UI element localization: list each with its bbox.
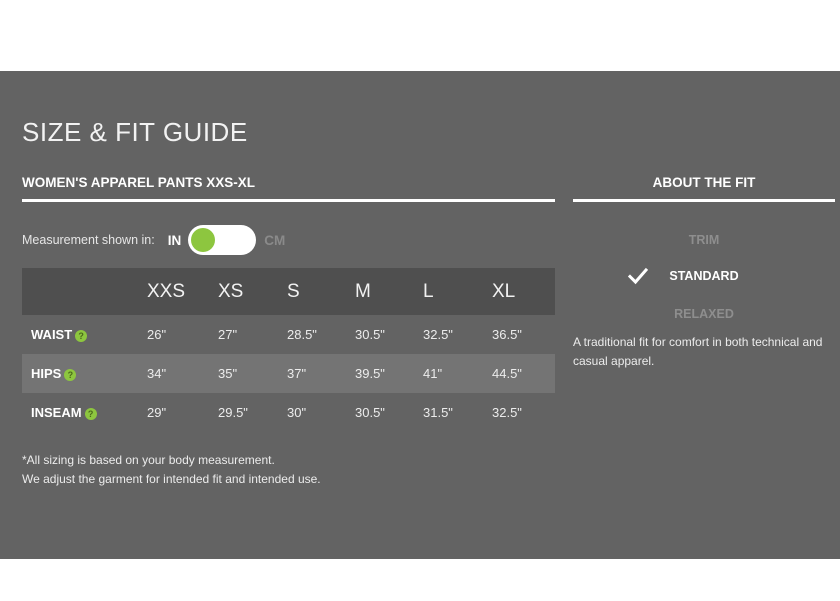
measurement-switcher xyxy=(22,225,285,255)
about-fit-underline xyxy=(573,199,835,202)
table-cell: 29.5" xyxy=(218,405,248,420)
table-row-inseam xyxy=(22,393,555,432)
size-fit-panel xyxy=(0,71,840,559)
chart-title: WOMEN'S APPAREL PANTS XXS-XL xyxy=(22,175,255,190)
size-table xyxy=(22,268,555,432)
table-cell: 30" xyxy=(287,405,307,420)
measurement-label: Measurement shown in: xyxy=(22,233,155,247)
table-cell: 35" xyxy=(218,354,287,393)
row-header-inseam xyxy=(22,393,147,432)
size-header-row xyxy=(22,268,555,315)
fit-option-standard[interactable]: STANDARD xyxy=(669,269,739,283)
table-cell: 44.5" xyxy=(492,354,555,393)
toggle-knob xyxy=(191,228,215,252)
table-cell: 29" xyxy=(147,405,167,420)
fit-option-trim[interactable]: TRIM xyxy=(688,233,720,247)
table-cell: 37" xyxy=(287,354,355,393)
table-cell: 26" xyxy=(147,327,167,342)
table-cell: 32.5" xyxy=(492,405,522,420)
row-header-waist xyxy=(22,315,147,354)
table-row-hips xyxy=(22,354,555,393)
row-label: HIPS xyxy=(31,366,62,381)
table-cell: 39.5" xyxy=(355,354,423,393)
fit-description: A traditional fit for comfort in both technical and casual apparel. xyxy=(573,335,823,368)
table-cell: 30.5" xyxy=(355,405,385,420)
corner-cell xyxy=(22,268,147,315)
help-icon[interactable]: ? xyxy=(85,408,97,420)
help-icon[interactable]: ? xyxy=(64,369,76,381)
footnote-line-2: We adjust the garment for intended fit and intended use. xyxy=(22,472,321,486)
table-cell: 32.5" xyxy=(423,327,453,342)
unit-toggle-switch[interactable] xyxy=(188,225,256,255)
size-column-header: XS xyxy=(218,268,287,315)
help-icon[interactable]: ? xyxy=(75,330,87,342)
size-column-header: L xyxy=(423,268,492,315)
size-column-header: M xyxy=(355,268,423,315)
unit-in-option[interactable]: IN xyxy=(167,232,182,248)
sizing-footnote xyxy=(22,451,321,489)
table-cell: 41" xyxy=(423,354,492,393)
size-column-header: XXS xyxy=(147,268,218,315)
unit-cm-option[interactable]: CM xyxy=(264,232,286,248)
size-column-header: XL xyxy=(492,268,555,315)
page-title: SIZE & FIT GUIDE xyxy=(22,117,248,147)
table-row-waist xyxy=(22,315,555,354)
table-cell: 30.5" xyxy=(355,327,385,342)
table-cell: 27" xyxy=(218,327,238,342)
table-cell: 34" xyxy=(147,354,218,393)
table-cell: 28.5" xyxy=(287,327,317,342)
fit-option-relaxed[interactable]: RELAXED xyxy=(674,307,734,321)
table-cell: 36.5" xyxy=(492,327,522,342)
chart-title-underline xyxy=(22,199,555,202)
table-cell: 31.5" xyxy=(423,405,453,420)
row-label: WAIST xyxy=(31,327,73,342)
row-header-hips xyxy=(22,354,147,393)
row-label: INSEAM xyxy=(31,405,82,420)
size-column-header: S xyxy=(287,268,355,315)
about-fit-title: ABOUT THE FIT xyxy=(652,175,756,190)
footnote-line-1: *All sizing is based on your body measurement. xyxy=(22,453,275,467)
